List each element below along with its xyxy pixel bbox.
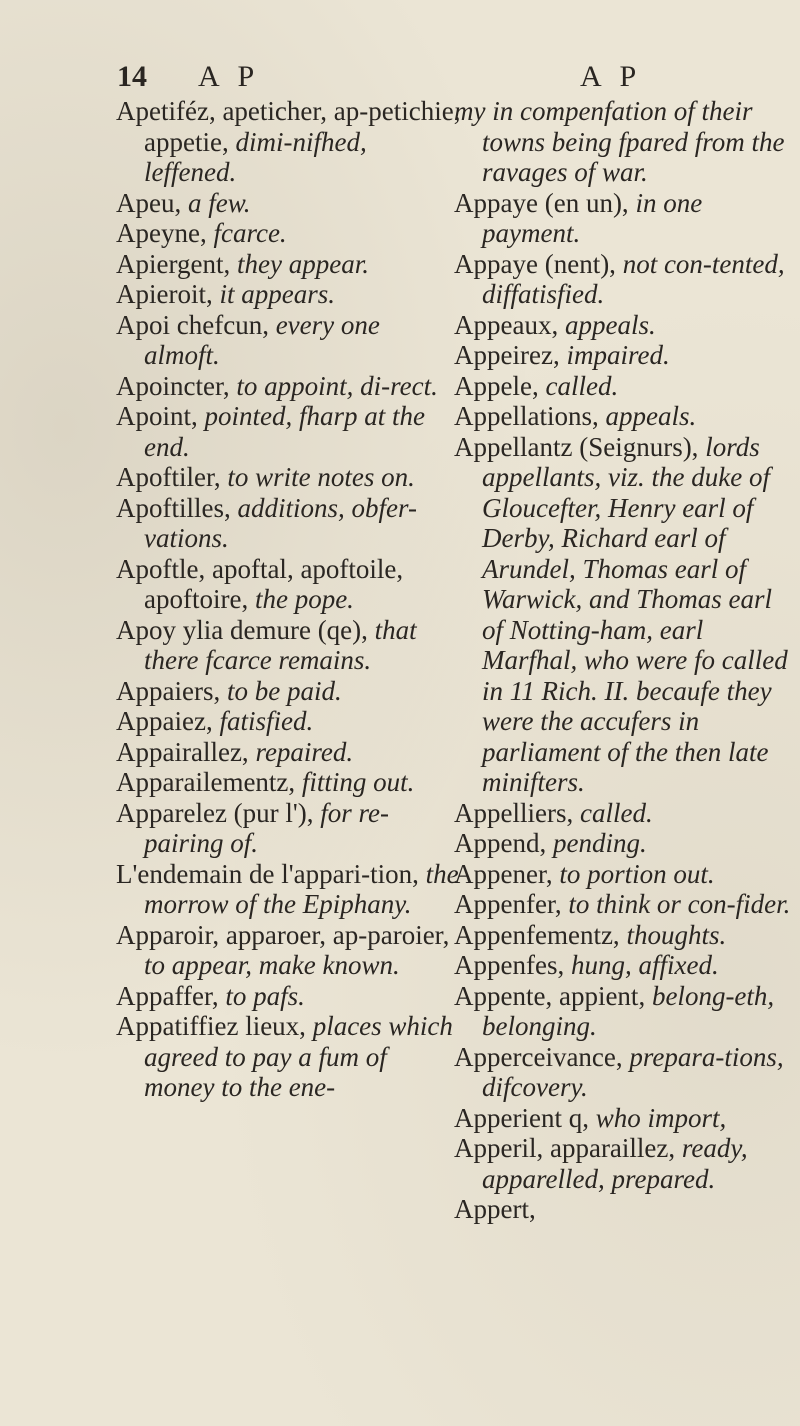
- entry-definition: to be paid.: [226, 675, 342, 706]
- entry-definition: thoughts.: [626, 919, 727, 950]
- dictionary-entry: [116, 859, 461, 920]
- left-column: [116, 96, 461, 1103]
- entry-definition: lords appellants, viz. the duke of Gloucefter, Henry earl of Derby, Richard earl of Arundel, Thomas earl of Warwick, and Thomas earl of Notting-ham, earl Marfhal, who were fo called in 11 Rich. II. becaufe they were the accufers in parliament of the then late minifters.: [482, 431, 788, 797]
- entry-definition: to portion out.: [559, 858, 715, 889]
- dictionary-entry: [116, 279, 461, 310]
- dictionary-entry: [116, 96, 461, 188]
- entry-definition: hung, affixed.: [570, 950, 719, 980]
- dictionary-entry: [454, 432, 794, 798]
- entry-definition: a few.: [187, 187, 251, 218]
- entry-headword: L'endemain de l'appari-tion,: [116, 858, 419, 889]
- dictionary-entry: [454, 96, 794, 188]
- dictionary-entry: [116, 401, 461, 462]
- entry-headword: Appenfes,: [454, 950, 565, 980]
- entry-definition: the morrow of the Epiphany.: [144, 858, 459, 919]
- dictionary-entry: [454, 1133, 794, 1194]
- entry-definition: not con-tented, diffatisfied.: [482, 248, 785, 309]
- dictionary-entry: [116, 462, 461, 493]
- entry-definition: additions, obfer-vations.: [144, 492, 417, 553]
- entry-definition: in one payment.: [482, 187, 703, 248]
- dictionary-entry: [454, 950, 794, 981]
- dictionary-entry: [116, 1011, 461, 1103]
- entry-headword: Appaiez,: [116, 706, 213, 736]
- dictionary-entry: [116, 310, 461, 371]
- dictionary-entry: [116, 798, 461, 859]
- entry-headword: Apparailementz,: [116, 767, 296, 797]
- dictionary-entry: [454, 1103, 794, 1134]
- entry-headword: Appaffer,: [116, 980, 219, 1011]
- entry-headword: Appaye (en un),: [454, 187, 629, 218]
- entry-headword: Appellations,: [454, 401, 599, 431]
- dictionary-entry: [116, 981, 461, 1012]
- entry-definition: to write notes on.: [227, 462, 415, 492]
- dictionary-entry: [116, 767, 461, 798]
- entry-headword: Appele,: [454, 370, 539, 401]
- entry-headword: Apeu,: [116, 187, 182, 218]
- entry-headword: Appairallez,: [116, 736, 249, 767]
- entry-definition: dimi-nifhed, leffened.: [144, 126, 367, 187]
- dictionary-entry: [116, 615, 461, 676]
- entry-definition: it appears.: [219, 279, 335, 309]
- dictionary-entry: [454, 188, 794, 249]
- entry-headword: Apoftle, apoftal, apoftoile, apoftoire,: [116, 553, 404, 614]
- entry-headword: Apetiféz, apeticher, ap-petichie, appetie,: [116, 96, 461, 157]
- entry-definition: fcarce.: [213, 218, 287, 248]
- dictionary-entry: [454, 371, 794, 402]
- entry-definition: appeals.: [605, 401, 697, 431]
- dictionary-entry: [116, 676, 461, 707]
- entry-definition: to pafs.: [225, 980, 305, 1011]
- dictionary-entry: [454, 401, 794, 432]
- dictionary-entry: [454, 340, 794, 371]
- dictionary-entry: [116, 188, 461, 219]
- entry-headword: Appelliers,: [454, 797, 574, 828]
- entry-headword: Apieroit,: [116, 279, 213, 309]
- dictionary-entry: [454, 249, 794, 310]
- entry-headword: Appeaux,: [454, 309, 559, 340]
- entry-headword: Apeyne,: [116, 218, 207, 248]
- dictionary-entry: [116, 737, 461, 768]
- page-header: [0, 60, 800, 100]
- entry-definition: to appear, make known.: [144, 950, 400, 980]
- entry-definition: ready, apparelled, prepared.: [482, 1133, 748, 1194]
- dictionary-entry: [116, 706, 461, 737]
- dictionary-entry: [454, 889, 794, 920]
- entry-definition: fatisfied.: [219, 706, 314, 736]
- entry-headword: Apperil, apparaillez,: [454, 1133, 676, 1163]
- entry-definition: called.: [579, 797, 653, 828]
- entry-headword: Appert,: [454, 1194, 536, 1224]
- dictionary-entry: [116, 493, 461, 554]
- dictionary-entry: [116, 554, 461, 615]
- dictionary-entry: [454, 1194, 794, 1225]
- entry-headword: Apparelez (pur l'),: [116, 797, 314, 828]
- entry-headword: Appaye (nent),: [454, 248, 616, 279]
- entry-definition: belong-eth, belonging.: [482, 980, 775, 1041]
- entry-definition: impaired.: [566, 340, 670, 370]
- entry-definition: called.: [545, 370, 619, 401]
- entry-definition: to think or con-fider.: [568, 889, 791, 919]
- entry-headword: Appente, appient,: [454, 980, 646, 1011]
- entry-headword: Append,: [454, 828, 547, 858]
- entry-definition: who import,: [595, 1102, 727, 1133]
- running-head-right: A P: [580, 60, 643, 93]
- entry-headword: Apoincter,: [116, 370, 230, 401]
- dictionary-entry: [454, 859, 794, 890]
- dictionary-entry: [454, 798, 794, 829]
- entry-definition: they appear.: [236, 248, 369, 279]
- entry-definition: for re-pairing of.: [144, 797, 390, 858]
- right-column: [454, 96, 794, 1225]
- entry-headword: Appenfementz,: [454, 919, 620, 950]
- dictionary-entry: [454, 1042, 794, 1103]
- dictionary-entry: [454, 310, 794, 341]
- entry-definition: repaired.: [255, 736, 354, 767]
- entry-definition: pointed, fharp at the end.: [144, 401, 425, 462]
- entry-definition: that there fcarce remains.: [144, 614, 417, 675]
- entry-headword: Apoint,: [116, 401, 198, 431]
- entry-headword: Appellantz (Seignurs),: [454, 431, 699, 462]
- dictionary-entry: [116, 371, 461, 402]
- entry-definition: every one almoft.: [144, 309, 380, 370]
- dictionary-entry: [116, 249, 461, 280]
- entry-headword: Apparoir, apparoer, ap-paroier,: [116, 919, 450, 950]
- entry-definition: places which agreed to pay a fum of money to the ene-: [144, 1011, 453, 1102]
- dictionary-entry: [116, 920, 461, 981]
- dictionary-entry: [116, 218, 461, 249]
- entry-definition: appeals.: [564, 309, 656, 340]
- dictionary-entry: [454, 981, 794, 1042]
- entry-headword: Appatiffiez lieux,: [116, 1011, 306, 1041]
- entry-headword: Apoi chefcun,: [116, 309, 269, 340]
- entry-headword: Appenfer,: [454, 889, 562, 919]
- dictionary-entry: [454, 828, 794, 859]
- page-number: 14: [117, 60, 147, 93]
- entry-definition: the pope.: [254, 584, 354, 614]
- entry-headword: Apoftiler,: [116, 462, 221, 492]
- entry-headword: Appaiers,: [116, 675, 221, 706]
- entry-definition: my in compenfation of their towns being fpared from the ravages of war.: [454, 96, 785, 187]
- entry-definition: pending.: [552, 828, 647, 858]
- entry-headword: Appeirez,: [454, 340, 560, 370]
- entry-headword: Apoy ylia demure (qe),: [116, 614, 368, 645]
- entry-definition: fitting out.: [301, 767, 415, 797]
- entry-headword: Apoftilles,: [116, 492, 231, 523]
- running-head-left: A P: [198, 60, 261, 93]
- entry-headword: Apperient q,: [454, 1102, 589, 1133]
- entry-headword: Appener,: [454, 858, 553, 889]
- dictionary-entry: [454, 920, 794, 951]
- entry-definition: to appoint, di-rect.: [236, 370, 438, 401]
- entry-definition: prepara-tions, difcovery.: [482, 1041, 784, 1102]
- entry-headword: Apperceivance,: [454, 1041, 623, 1072]
- entry-headword: Apiergent,: [116, 248, 231, 279]
